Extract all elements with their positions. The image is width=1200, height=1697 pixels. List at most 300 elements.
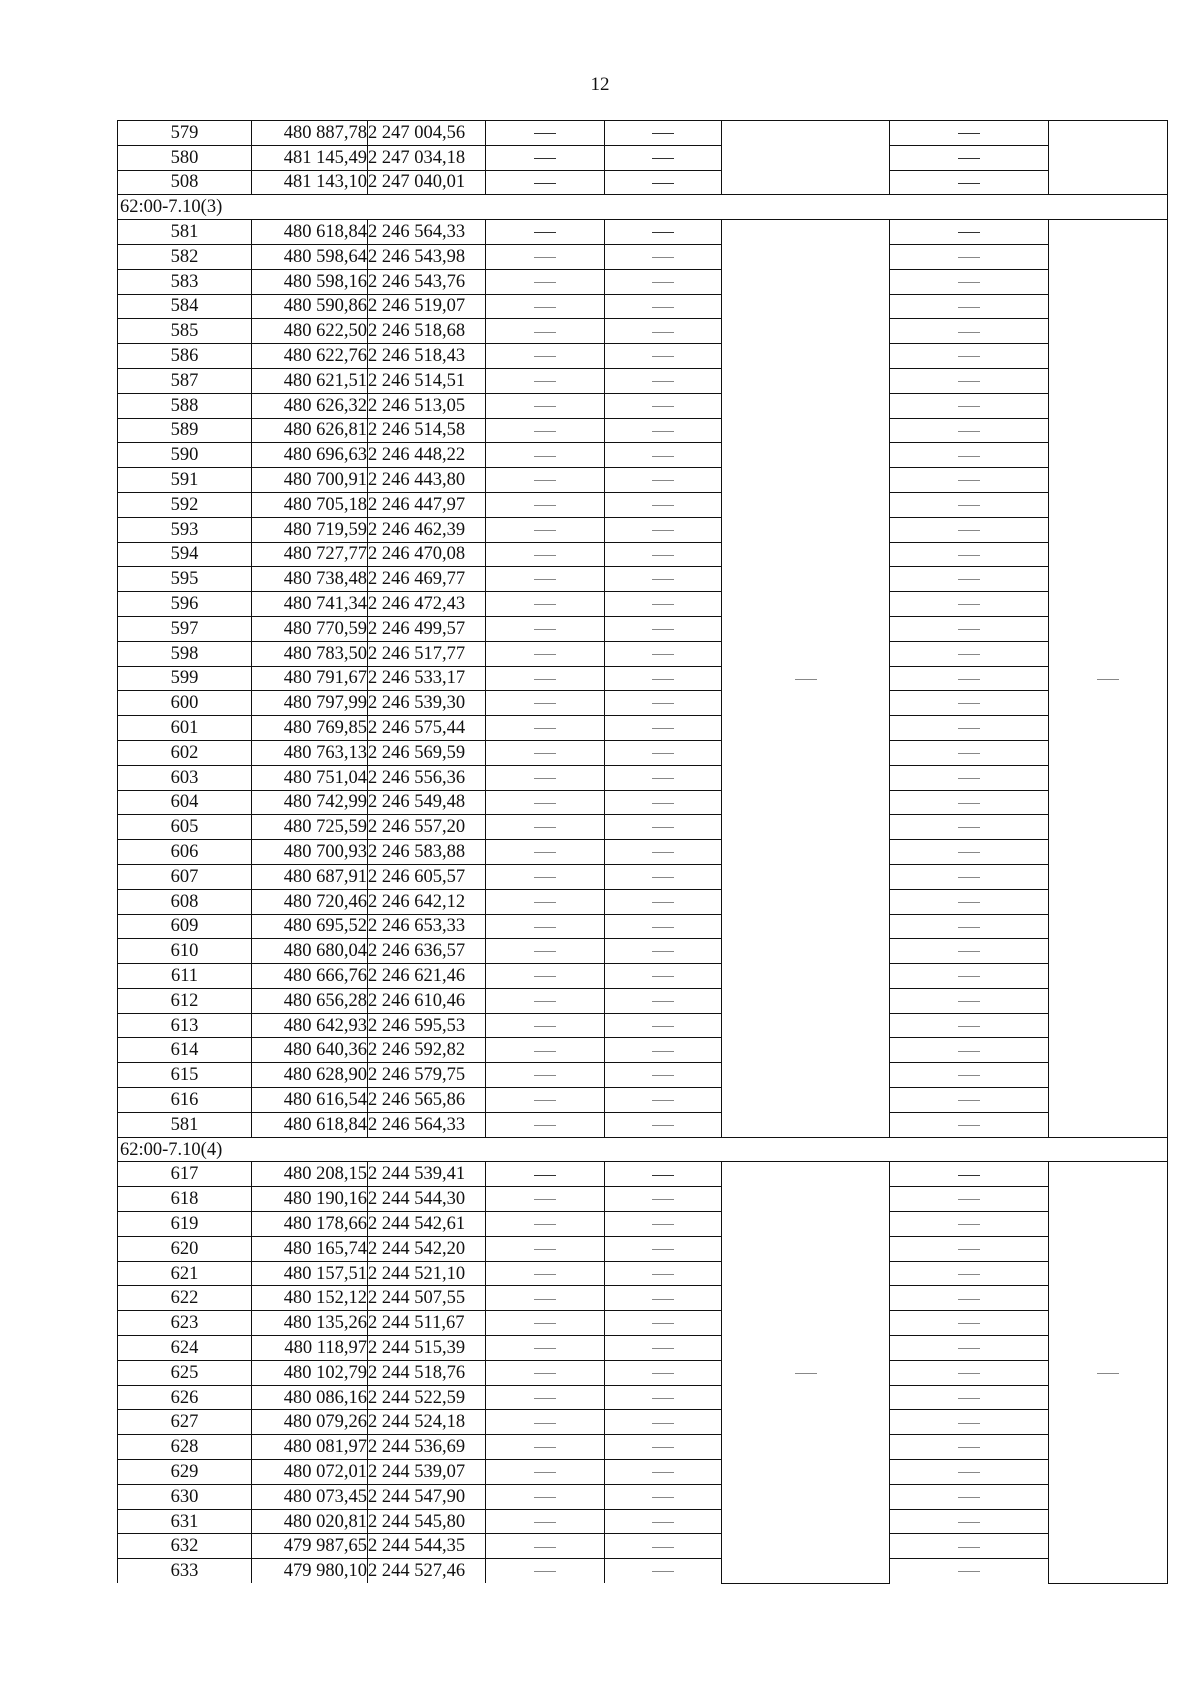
dash-mark [534,877,556,878]
dash-cell [605,269,722,294]
dash-cell [486,269,605,294]
table-row [118,443,1168,468]
dash-cell [890,815,1049,840]
dash-mark [958,1224,980,1225]
table-row [118,319,1168,344]
dash-cell [486,691,605,716]
table-row [118,1162,1168,1187]
coordinate-x: 480 797,99 [252,691,368,716]
dash-cell [890,1038,1049,1063]
dash-cell [890,418,1049,443]
dash-mark [534,827,556,828]
point-number: 621 [118,1261,252,1286]
dash-cell [890,1088,1049,1113]
coordinate-x: 480 680,04 [252,939,368,964]
table-row [118,1212,1168,1237]
table-row [118,1112,1168,1137]
table-row [118,864,1168,889]
dash-mark [652,951,674,952]
dash-cell [890,716,1049,741]
dash-mark [652,1075,674,1076]
dash-mark [652,1051,674,1052]
coordinate-x: 480 616,54 [252,1088,368,1113]
dash-cell [890,691,1049,716]
dash-cell [890,269,1049,294]
coordinate-y: 2 244 542,20 [368,1236,486,1261]
coordinate-x: 480 628,90 [252,1063,368,1088]
dash-cell [890,914,1049,939]
coordinate-x: 480 751,04 [252,765,368,790]
dash-cell [605,1212,722,1237]
point-number: 583 [118,269,252,294]
dash-mark [958,133,980,134]
table-row [118,492,1168,517]
dash-cell [605,294,722,319]
dash-cell [486,1410,605,1435]
dash-cell [486,1311,605,1336]
coordinate-y: 2 244 507,55 [368,1286,486,1311]
dash-mark [534,431,556,432]
dash-mark [958,778,980,779]
coordinate-x: 480 687,91 [252,864,368,889]
point-number: 604 [118,790,252,815]
dash-cell [486,1088,605,1113]
dash-cell [890,1460,1049,1485]
table-row [118,765,1168,790]
dash-cell [486,1236,605,1261]
dash-cell [486,517,605,542]
coordinate-y: 2 246 519,07 [368,294,486,319]
dash-cell [605,691,722,716]
dash-mark [534,332,556,333]
dash-cell [486,1435,605,1460]
coordinate-x: 480 626,81 [252,418,368,443]
table-row [118,368,1168,393]
coordinate-x: 481 143,10 [252,170,368,195]
coordinate-x: 479 980,10 [252,1559,368,1583]
dash-mark [958,679,980,680]
dash-mark [534,183,556,184]
coordinate-y: 2 246 448,22 [368,443,486,468]
dash-mark [652,703,674,704]
table-row [118,889,1168,914]
dash-mark [958,654,980,655]
dash-cell [486,641,605,666]
table-row [118,1336,1168,1361]
point-number: 593 [118,517,252,542]
coordinate-y: 2 244 522,59 [368,1385,486,1410]
dash-cell [486,964,605,989]
dash-cell [486,864,605,889]
dash-mark [958,1373,980,1374]
dash-cell [605,1311,722,1336]
table-row [118,418,1168,443]
dash-cell [605,914,722,939]
coordinate-y: 2 244 542,61 [368,1212,486,1237]
dash-cell [890,790,1049,815]
dash-cell [890,492,1049,517]
dash-mark [1097,679,1119,680]
point-number: 625 [118,1360,252,1385]
coordinate-y: 2 246 539,30 [368,691,486,716]
dash-cell [605,740,722,765]
coordinate-y: 2 246 514,58 [368,418,486,443]
dash-mark [534,803,556,804]
dash-cell [605,492,722,517]
coordinate-x: 480 135,26 [252,1311,368,1336]
merged-dash-cell [1049,220,1168,1137]
dash-mark [534,1125,556,1126]
dash-cell [605,170,722,195]
dash-mark [958,431,980,432]
coordinate-y: 2 246 518,68 [368,319,486,344]
dash-cell [605,1559,722,1583]
coordinate-y: 2 246 556,36 [368,765,486,790]
coordinate-y: 2 246 469,77 [368,567,486,592]
dash-mark [958,480,980,481]
dash-cell [605,368,722,393]
dash-cell [605,641,722,666]
dash-cell [890,294,1049,319]
table-row [118,1236,1168,1261]
point-number: 598 [118,641,252,666]
dash-cell [486,418,605,443]
dash-cell [605,1261,722,1286]
coordinate-x: 480 770,59 [252,616,368,641]
coordinate-y: 2 246 549,48 [368,790,486,815]
coordinate-y: 2 246 564,33 [368,220,486,245]
table-row [118,815,1168,840]
point-number: 617 [118,1162,252,1187]
dash-cell [486,815,605,840]
merged-dash-cell [1049,1162,1168,1583]
dash-cell [486,244,605,269]
dash-cell [605,1013,722,1038]
dash-mark [652,877,674,878]
dash-mark [534,1497,556,1498]
dash-mark [958,1547,980,1548]
coordinate-x: 480 769,85 [252,716,368,741]
coordinate-x: 480 152,12 [252,1286,368,1311]
table-row [118,1534,1168,1559]
point-number: 608 [118,889,252,914]
dash-mark [958,257,980,258]
dash-mark [958,803,980,804]
dash-mark [795,1373,817,1374]
dash-cell [486,1484,605,1509]
dash-mark [534,1373,556,1374]
dash-cell [890,468,1049,493]
dash-mark [958,728,980,729]
dash-mark [958,505,980,506]
coordinate-x: 480 073,45 [252,1484,368,1509]
dash-cell [486,1385,605,1410]
dash-cell [890,170,1049,195]
dash-mark [958,1299,980,1300]
dash-cell [605,616,722,641]
dash-mark [958,1274,980,1275]
dash-cell [605,889,722,914]
dash-mark [958,1100,980,1101]
point-number: 603 [118,765,252,790]
dash-mark [534,480,556,481]
point-number: 630 [118,1484,252,1509]
dash-cell [486,988,605,1013]
dash-mark [534,356,556,357]
dash-mark [652,133,674,134]
coordinate-x: 480 700,93 [252,840,368,865]
dash-mark [534,456,556,457]
dash-mark [958,406,980,407]
dash-cell [605,666,722,691]
dash-mark [652,431,674,432]
dash-cell [890,840,1049,865]
table-row [118,1063,1168,1088]
dash-mark [652,1026,674,1027]
dash-cell [605,1038,722,1063]
point-number: 596 [118,592,252,617]
dash-cell [890,517,1049,542]
dash-cell [890,1261,1049,1286]
table-row [118,939,1168,964]
dash-mark [958,1447,980,1448]
point-number: 615 [118,1063,252,1088]
coordinate-x: 480 208,15 [252,1162,368,1187]
point-number: 581 [118,220,252,245]
dash-cell [605,542,722,567]
dash-mark [958,1001,980,1002]
point-number: 631 [118,1509,252,1534]
dash-mark [534,1001,556,1002]
dash-mark [958,1075,980,1076]
dash-cell [605,145,722,170]
coordinate-y: 2 244 515,39 [368,1336,486,1361]
table-row [118,1013,1168,1038]
point-number: 580 [118,145,252,170]
dash-cell [605,567,722,592]
dash-mark [652,1348,674,1349]
dash-mark [534,555,556,556]
dash-cell [605,418,722,443]
coordinate-x: 480 642,93 [252,1013,368,1038]
coordinates-table [117,120,1168,1584]
coordinate-y: 2 246 636,57 [368,939,486,964]
dash-mark [958,902,980,903]
table-row [118,914,1168,939]
coordinate-y: 2 246 518,43 [368,344,486,369]
point-number: 613 [118,1013,252,1038]
point-number: 585 [118,319,252,344]
dash-mark [652,852,674,853]
dash-cell [890,1112,1049,1137]
point-number: 624 [118,1336,252,1361]
dash-cell [605,344,722,369]
dash-mark [652,456,674,457]
dash-cell [486,765,605,790]
coordinate-x: 480 618,84 [252,1112,368,1137]
table-row [118,170,1168,195]
coordinate-y: 2 247 034,18 [368,145,486,170]
point-number: 610 [118,939,252,964]
dash-mark [652,778,674,779]
dash-mark [958,1249,980,1250]
dash-cell [486,1360,605,1385]
dash-cell [605,517,722,542]
dash-mark [958,827,980,828]
dash-mark [534,1224,556,1225]
point-number: 508 [118,170,252,195]
dash-cell [890,1162,1049,1187]
dash-cell [890,616,1049,641]
table-row [118,244,1168,269]
dash-cell [486,889,605,914]
dash-mark [534,927,556,928]
coordinate-x: 480 072,01 [252,1460,368,1485]
coordinate-x: 480 791,67 [252,666,368,691]
coordinate-y: 2 246 470,08 [368,542,486,567]
dash-mark [534,282,556,283]
dash-cell [486,1162,605,1187]
coordinate-x: 480 079,26 [252,1410,368,1435]
dash-cell [486,1013,605,1038]
dash-mark [534,1051,556,1052]
dash-cell [486,567,605,592]
coordinate-y: 2 246 583,88 [368,840,486,865]
table-row [118,1559,1168,1583]
dash-mark [652,1323,674,1324]
dash-cell [605,716,722,741]
dash-mark [958,232,980,233]
dash-cell [486,740,605,765]
dash-mark [534,1547,556,1548]
merged-dash-cell [722,121,890,195]
dash-cell [486,468,605,493]
dash-mark [958,1571,980,1572]
dash-mark [534,778,556,779]
point-number: 601 [118,716,252,741]
coordinate-y: 2 246 569,59 [368,740,486,765]
coordinate-y: 2 244 518,76 [368,1360,486,1385]
dash-mark [652,927,674,928]
dash-cell [890,443,1049,468]
table-row [118,1509,1168,1534]
point-number: 591 [118,468,252,493]
dash-cell [890,121,1049,146]
dash-cell [890,889,1049,914]
dash-cell [486,492,605,517]
dash-cell [890,1534,1049,1559]
dash-cell [486,1509,605,1534]
dash-cell [486,666,605,691]
dash-mark [534,604,556,605]
point-number: 587 [118,368,252,393]
coordinate-y: 2 246 653,33 [368,914,486,939]
dash-cell [486,1261,605,1286]
dash-mark [958,1522,980,1523]
coordinate-y: 2 246 565,86 [368,1088,486,1113]
dash-mark [958,579,980,580]
dash-cell [890,319,1049,344]
coordinate-x: 480 742,99 [252,790,368,815]
table-row [118,121,1168,146]
dash-mark [534,505,556,506]
dash-cell [605,468,722,493]
dash-cell [486,1336,605,1361]
point-number: 620 [118,1236,252,1261]
dash-mark [534,1274,556,1275]
table-row [118,269,1168,294]
coordinate-y: 2 246 533,17 [368,666,486,691]
dash-cell [605,592,722,617]
dash-mark [534,1026,556,1027]
coordinate-y: 2 246 605,57 [368,864,486,889]
dash-cell [605,1460,722,1485]
dash-mark [534,1571,556,1572]
dash-cell [890,1435,1049,1460]
dash-mark [534,158,556,159]
dash-mark [958,381,980,382]
dash-mark [652,728,674,729]
dash-mark [534,257,556,258]
dash-mark [652,827,674,828]
dash-cell [605,121,722,146]
dash-mark [958,555,980,556]
section-header-row [118,1137,1168,1162]
dash-mark [958,1348,980,1349]
dash-cell [486,1534,605,1559]
point-number: 632 [118,1534,252,1559]
point-number: 592 [118,492,252,517]
coordinate-x: 480 626,32 [252,393,368,418]
dash-cell [605,1088,722,1113]
point-number: 605 [118,815,252,840]
dash-mark [652,1299,674,1300]
dash-cell [890,988,1049,1013]
coordinate-y: 2 246 517,77 [368,641,486,666]
coordinate-x: 480 741,34 [252,592,368,617]
dash-mark [652,356,674,357]
dash-cell [890,939,1049,964]
table-row [118,1460,1168,1485]
point-number: 629 [118,1460,252,1485]
dash-cell [486,616,605,641]
coordinate-x: 481 145,49 [252,145,368,170]
coordinate-y: 2 247 004,56 [368,121,486,146]
coordinate-x: 480 719,59 [252,517,368,542]
coordinate-y: 2 246 610,46 [368,988,486,1013]
section-header-row [118,195,1168,220]
dash-mark [958,877,980,878]
point-number: 623 [118,1311,252,1336]
dash-mark [652,183,674,184]
dash-mark [958,456,980,457]
dash-cell [890,641,1049,666]
dash-cell [486,840,605,865]
dash-mark [958,852,980,853]
dash-cell [486,319,605,344]
dash-cell [890,542,1049,567]
table-row [118,1038,1168,1063]
dash-mark [958,753,980,754]
dash-cell [605,1410,722,1435]
table-row [118,220,1168,245]
coordinate-y: 2 246 595,53 [368,1013,486,1038]
coordinate-y: 2 244 511,67 [368,1311,486,1336]
table-row [118,1261,1168,1286]
dash-cell [605,1187,722,1212]
dash-cell [605,1162,722,1187]
dash-mark [652,1100,674,1101]
